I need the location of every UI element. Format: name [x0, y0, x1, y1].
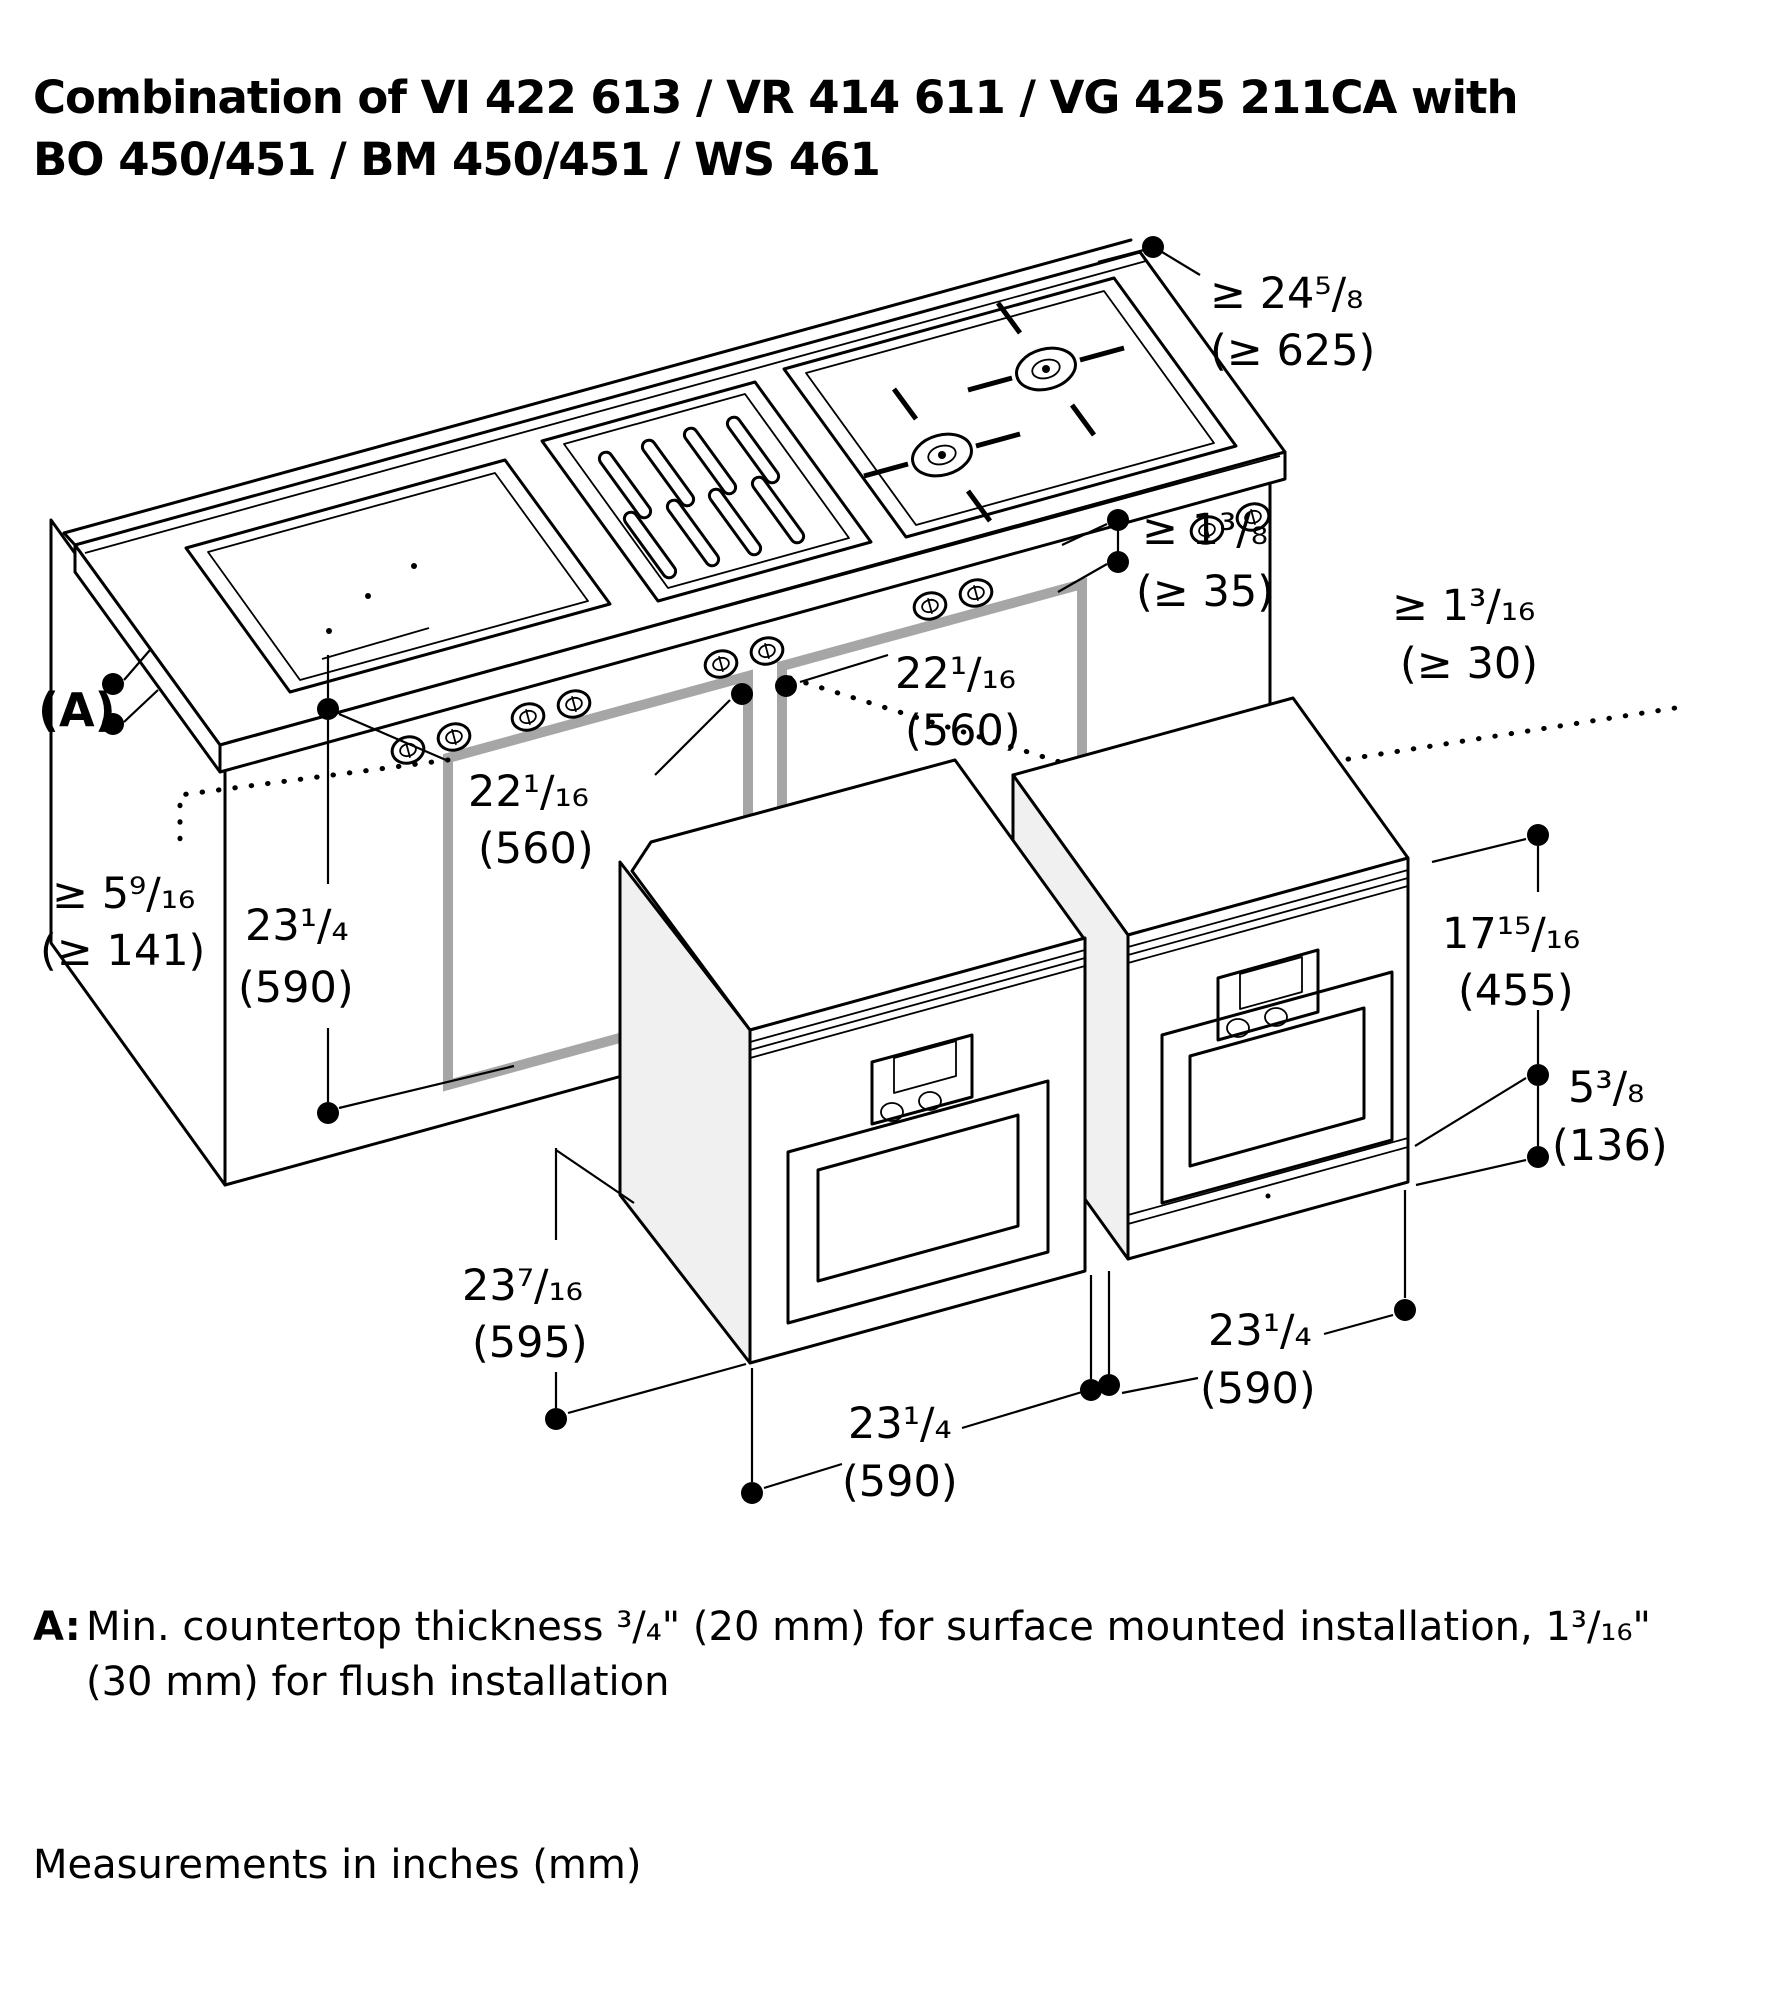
induction-dot — [411, 563, 417, 569]
dim-cutout-height-mm: (590) — [238, 963, 354, 1013]
dim-dot — [1394, 1299, 1416, 1321]
dim-oven-width-mm: (590) — [842, 1457, 958, 1507]
dim-oven-height-mm: (455) — [1458, 966, 1574, 1016]
dim-counter-depth-mm: (≥ 625) — [1210, 326, 1376, 376]
dim-oven-depth-in: 23⁷/₁₆ — [462, 1261, 583, 1311]
dim-right-unit-width-mm: (590) — [1200, 1364, 1316, 1414]
footnote-marker: A: — [33, 1604, 81, 1650]
dim-oven-width-in: 23¹/₄ — [848, 1399, 952, 1449]
dim-oven-height-in: 17¹⁵/₁₆ — [1442, 909, 1581, 959]
dim-dot — [1142, 236, 1164, 258]
left-oven-unit — [620, 760, 1085, 1363]
units-note: Measurements in inches (mm) — [33, 1842, 642, 1888]
dim-side-clearance-mm: (≥ 141) — [40, 926, 206, 976]
dim-drawer-height-in: 5³/₈ — [1568, 1063, 1645, 1113]
dim-right-heights — [1415, 824, 1668, 1185]
dim-dot — [1107, 551, 1129, 573]
dim-drawer-height-mm: (136) — [1552, 1121, 1668, 1171]
dim-oven-depth-mm: (595) — [472, 1318, 588, 1368]
dim-wall-clearance-in: ≥ 1³/₁₆ — [1392, 581, 1536, 631]
page-title-line2: BO 450/451 / BM 450/451 / WS 461 — [33, 133, 880, 186]
dim-dot — [731, 683, 753, 705]
dim-wall-clearance — [1392, 581, 1538, 689]
footnote — [33, 1604, 1651, 1705]
dim-cutout-height-in: 23¹/₄ — [245, 901, 349, 951]
dim-dot — [1527, 1064, 1549, 1086]
dim-dot — [545, 1408, 567, 1430]
page-title-line1: Combination of VI 422 613 / VR 414 611 / VG 425 211CA with — [33, 71, 1518, 124]
dim-label-a: (A) — [38, 683, 116, 737]
dim-dot — [775, 675, 797, 697]
dim-counter-depth-in: ≥ 24⁵/₈ — [1210, 269, 1364, 319]
dim-wall-clearance-mm: (≥ 30) — [1400, 639, 1538, 689]
dim-dot — [1098, 1374, 1120, 1396]
induction-dot — [365, 593, 371, 599]
dim-dot — [317, 1102, 339, 1124]
dim-cutout-left-mm: (560) — [478, 824, 594, 874]
dim-top-gap-in: ≥ 1³/₈ — [1142, 505, 1269, 555]
dim-cutout-right-mm: (560) — [905, 706, 1021, 756]
dim-dot — [1527, 824, 1549, 846]
dim-cutout-right-in: 22¹/₁₆ — [895, 649, 1016, 699]
footnote-line2: (30 mm) for flush installation — [86, 1659, 670, 1705]
induction-dot — [326, 628, 332, 634]
dim-dot — [741, 1482, 763, 1504]
warming-drawer-dot — [1266, 1194, 1271, 1199]
dim-dot — [1107, 509, 1129, 531]
dim-cutout-left-in: 22¹/₁₆ — [468, 767, 589, 817]
dim-right-unit-width-in: 23¹/₄ — [1208, 1306, 1312, 1356]
footnote-line1: Min. countertop thickness ³/₄" (20 mm) for surface mounted installation, 1³/₁₆" — [86, 1604, 1651, 1650]
dim-top-gap-mm: (≥ 35) — [1136, 567, 1274, 617]
dim-dot — [1527, 1146, 1549, 1168]
dim-dot — [317, 698, 339, 720]
dim-side-clearance-in: ≥ 5⁹/₁₆ — [52, 869, 196, 919]
